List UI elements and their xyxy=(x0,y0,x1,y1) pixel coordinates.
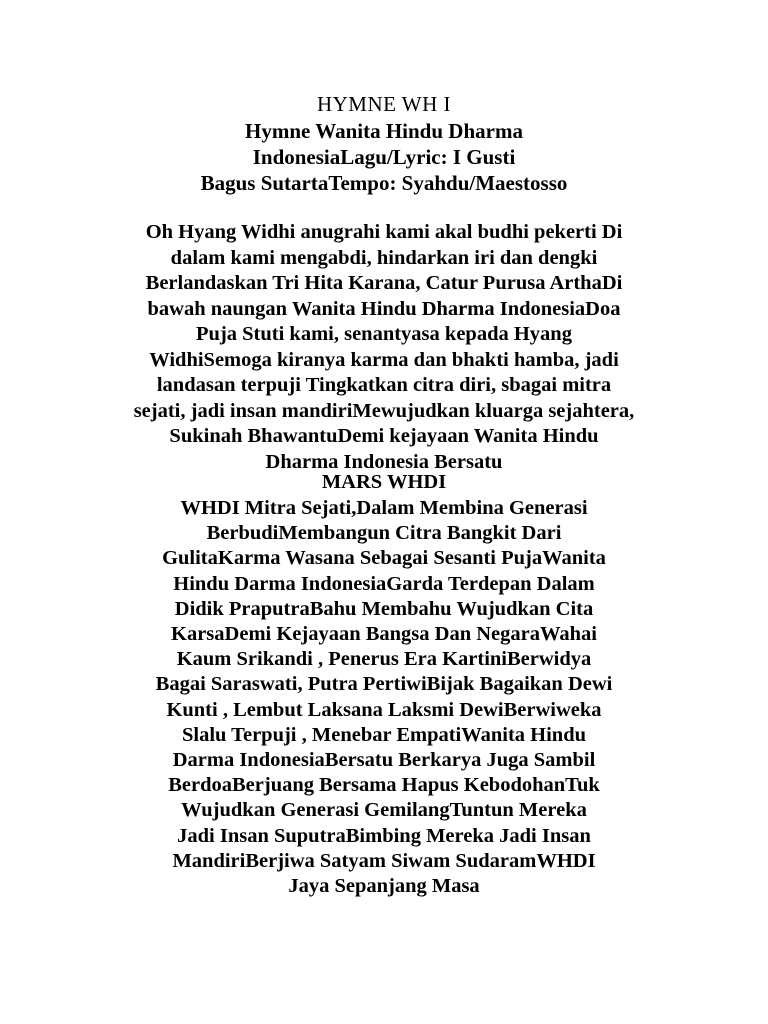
mars-lyrics-line: Darma IndonesiaBersatu Berkarya Juga Sambil xyxy=(172,749,596,772)
mars-lyrics-line: Didik PraputraBahu Membahu Wujudkan Cita xyxy=(174,597,594,620)
hymn-lyrics-line: landasan terpuji Tingkatkan citra diri, sbagai mitra xyxy=(156,374,612,396)
mars-lyrics-line: Slalu Terpuji , Menebar EmpatiWanita Hindu xyxy=(181,723,587,746)
hymn-lyrics-line: Berlandaskan Tri Hita Karana, Catur Purusa ArthaDi xyxy=(145,272,623,294)
hymn-lyrics-line: sejati, jadi insan mandiriMewujudkan kluarga sejahtera, xyxy=(133,399,635,422)
hymn-lyrics xyxy=(74,220,694,475)
mars-title xyxy=(84,470,684,496)
mars-lyrics-line: Bagai Saraswati, Putra PertiwiBijak Bagaikan Dewi xyxy=(155,673,613,696)
mars-lyrics-line: Jadi Insan SuputraBimbing Mereka Jadi Insan xyxy=(177,824,591,847)
document-title-text: HYMNE WH I xyxy=(316,92,452,116)
document-title xyxy=(84,90,684,118)
mars-lyrics-line: BerbudiMembangun Citra Bangkit Dari xyxy=(206,522,562,545)
mars-lyrics-line: Kaum Srikandi , Penerus Era KartiniBerwidya xyxy=(176,648,592,671)
mars-lyrics-line: KarsaDemi Kejayaan Bangsa Dan NegaraWahai xyxy=(171,623,597,646)
hymn-lyrics-line: Sukinah BhawantuDemi kejayaan Wanita Hindu xyxy=(169,425,599,447)
hymn-header xyxy=(84,118,684,196)
mars-lyrics-line: MandiriBerjiwa Satyam Siwam SudaramWHDI xyxy=(172,849,596,872)
hymn-lyrics-line: dalam kami mengabdi, hindarkan iri dan dengki xyxy=(170,246,598,269)
mars-lyrics-line: Jaya Sepanjang Masa xyxy=(288,875,480,898)
hymn-header-line: Bagus SutartaTempo: Syahdu/Maestosso xyxy=(200,171,568,195)
hymn-header-line: Hymne Wanita Hindu Dharma xyxy=(245,119,523,143)
hymn-lyrics-line: Dharma Indonesia Bersatu xyxy=(265,450,503,473)
mars-lyrics-line: GulitaKarma Wasana Sebagai Sesanti PujaWanita xyxy=(162,547,606,570)
hymn-lyrics-line: Puja Stuti kami, senantyasa kepada Hyang xyxy=(196,323,572,345)
hymn-lyrics-line: bawah naungan Wanita Hindu Dharma IndonesiaDoa xyxy=(147,297,621,320)
mars-lyrics-line: WHDI Mitra Sejati,Dalam Membina Generasi xyxy=(180,497,588,519)
hymn-header-line: IndonesiaLagu/Lyric: I Gusti xyxy=(252,145,516,169)
hymn-lyrics-line: WidhiSemoga kiranya karma dan bhakti hamba, jadi xyxy=(149,348,619,371)
hymn-lyrics-line: Oh Hyang Widhi anugrahi kami akal budhi pekerti Di xyxy=(145,221,623,243)
mars-lyrics xyxy=(74,496,694,899)
mars-lyrics-line: BerdoaBerjuang Bersama Hapus KebodohanTuk xyxy=(168,774,600,797)
mars-lyrics-line: Kunti , Lembut Laksana Laksmi DewiBerwiweka xyxy=(166,698,602,721)
mars-lyrics-line: Wujudkan Generasi GemilangTuntun Mereka xyxy=(181,799,587,822)
mars-title-text: MARS WHDI xyxy=(321,471,447,493)
mars-lyrics-line: Hindu Darma IndonesiaGarda Terdepan Dalam xyxy=(173,572,595,595)
